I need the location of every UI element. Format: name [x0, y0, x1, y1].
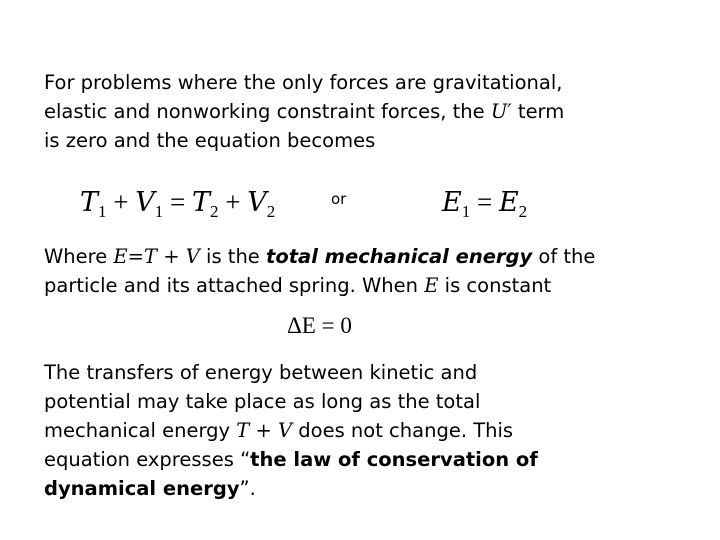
u-prime-symbol: U′	[490, 100, 512, 123]
v2-subscript: 2	[266, 202, 276, 221]
equals-zero: = 0	[315, 313, 352, 338]
t-plus-v-symbol: T + V	[236, 419, 293, 442]
law-statement: the law of conservation of dynamical energy	[44, 448, 538, 500]
v1-subscript: 1	[154, 202, 164, 221]
intro-paragraph: For problems where the only forces are gravitational, elastic and nonworking constraint forces, the U′ term is zero and the equation becomes	[44, 71, 565, 152]
e2-symbol: E	[498, 187, 519, 218]
t1-subscript: 1	[98, 202, 107, 221]
delta-energy-equation	[287, 310, 352, 342]
t2-symbol: T	[191, 187, 210, 218]
t2-subscript: 2	[210, 202, 219, 221]
plus-sign: +	[106, 187, 136, 217]
e2-subscript: 2	[518, 202, 528, 221]
e1-subscript: 1	[461, 202, 471, 221]
e1-symbol: E	[442, 187, 462, 218]
e-symbol: E	[424, 274, 439, 297]
or-label: or	[331, 190, 347, 208]
plus-sign: +	[218, 187, 248, 217]
delta-e-symbol: ΔE	[287, 313, 316, 338]
equals-sign: =	[163, 187, 192, 217]
v2-symbol: V	[247, 187, 267, 218]
energy-equation-e	[442, 186, 527, 228]
conservation-paragraph: The transfers of energy between kinetic and potential may take place as long as the total mechanical energy T + V does not change. This equation expresses “the law of conservation of dynamical energy”.	[44, 361, 538, 500]
t1-symbol: T	[80, 187, 99, 218]
v1-symbol: V	[135, 187, 155, 218]
energy-equation-tv	[80, 186, 275, 228]
equals-sign: =	[470, 187, 499, 217]
definition-paragraph: Where E=T + V is the total mechanical energy of the particle and its attached spring. When E is constant	[44, 245, 596, 297]
total-mechanical-energy-term: total mechanical energy	[266, 245, 533, 268]
energy-definition: E=T + V	[113, 245, 200, 268]
